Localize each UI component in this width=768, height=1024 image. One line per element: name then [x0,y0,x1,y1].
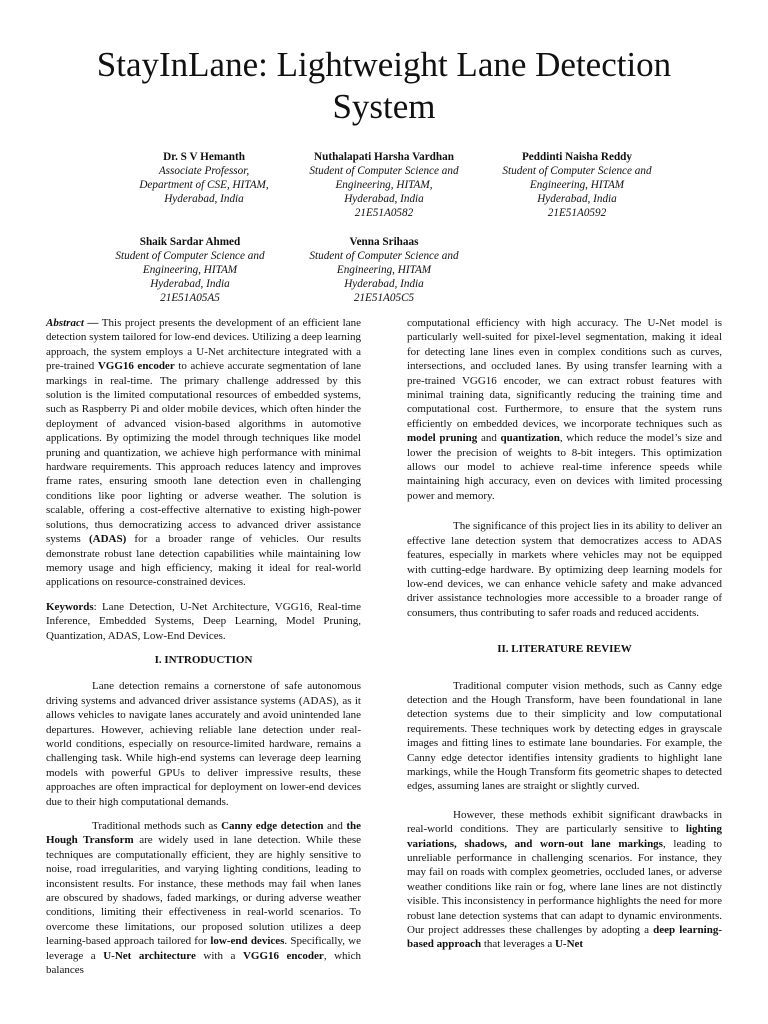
paragraph-emphasis: quantization [500,432,560,445]
author-block-3 [477,150,677,220]
author-roll-number: 21E51A0592 [547,207,607,219]
author-affiliation-line: Engineering, HITAM [142,264,238,276]
paragraph-text: with a [195,949,243,962]
abstract-label: Abstract — [46,317,99,329]
author-block-2 [284,150,484,220]
abstract-text: for a broader range of vehicles. Our results demonstrate robust lane detection capabilities while maintaining low memory usage and high efficiency, making it ideal for real-world applications on resource-constrained devices. [46,533,361,589]
author-roll-number: 21E51A05C5 [353,292,415,304]
paragraph-emphasis: lighting variations, shadows, and worn-out lane markings [407,823,722,850]
author-name: Dr. S V Hemanth [163,151,245,163]
author-affiliation-line: Student of Computer Science and [115,250,265,262]
paragraph-text: However, these methods exhibit significant drawbacks in real-world conditions. They are particularly sensitive to [407,808,722,836]
abstract-text: This project presents the development of an efficient lane detection system tailored for low-end devices. Utilizing a deep learning approach, the system employs a U-Net architecture integrated with a pre-trained [46,317,361,373]
left-column [46,316,361,987]
author-affiliation-line: Student of Computer Science and [502,165,652,177]
author-affiliation-line: Engineering, HITAM [529,179,625,191]
author-affiliation-line: Engineering, HITAM [336,264,432,276]
abstract-text: to achieve accurate segmentation of lane markings in real-time. The primary challenge addressed by this solution is the limited computational resources of embedded systems, such as Raspberry Pi and older mobile devices, which often hinder the deployment of advanced vision-based algorithms in automotive applications. By optimizing the model through techniques like model pruning and quantization, we achieve high performance with minimal hardware requirements. This approach reduces latency and improves frame rates, ensuring smooth lane detection even in challenging conditions like poor lighting or adverse weather. The solution is scalable, offering a cost-effective alternative to existing high-power solutions, thus democratizing access to advanced driver assistance systems [46,360,361,546]
author-block-4 [90,235,290,305]
literature-paragraph-1: Traditional computer vision methods, such as Canny edge detection and the Hough Transform, have been foundational in lane detection systems due to their simplicity and low computational requirements. These techniques work by detecting edges in grayscale images and fitting lines to estimate lane boundaries. For example, the Canny edge detector identifies intensity gradients to highlight lane markings, while the Hough Transform fits geometric shapes to detected edges, assuming lanes are straight or slightly curved. [407,679,722,793]
keywords-text: : Lane Detection, U-Net Architecture, VGG16, Real-time Inference, Embedded Systems, Deep Learning, Model Pruning, Quantization, ADAS, Low-End Devices. [46,600,361,642]
author-affiliation-line: Associate Professor, [158,165,250,177]
paper-title: StayInLane: Lightweight Lane Detection System [96,45,672,126]
paragraph-text: . Specifically, we leverage a [46,935,361,962]
paragraph-emphasis: the Hough Transform [46,820,362,847]
author-block-5 [284,235,484,305]
paragraph-text: are widely used in lane detection. While these techniques are computationally efficient, they are highly sensitive to noise, road irregularities, and varying lighting conditions, leading to inconsistent results. For instance, these methods may fail when lanes are obscured by shadows, faded markings, or during adverse weather conditions, limiting their effectiveness in real-world scenarios. To overcome these limitations, our proposed solution utilizes a deep learning-based approach tailored for [46,834,361,948]
paragraph-text: and [477,432,501,445]
author-name: Nuthalapati Harsha Vardhan [314,151,454,163]
abstract-emphasis: (ADAS) [89,533,127,546]
author-name: Venna Srihaas [349,236,419,248]
intro-paragraph-4: The significance of this project lies in its ability to deliver an effective lane detection system that democratizes access to ADAS features, especially in markets where vehicles may not be equipped with cutting-edge hardware. By optimizing deep learning models for low-end devices, we can enhance vehicle safety and make advanced driver assistance technologies more accessible to a broader range of consumers, thus contributing to safer roads and reduced accidents. [407,520,722,619]
author-affiliation-line: Hyderabad, India [164,193,244,205]
paragraph-emphasis: low-end devices [210,935,285,948]
author-affiliation-line: Hyderabad, India [344,278,424,290]
paragraph-text: , which reduce the model’s size and lower the precision of weights to 8-bit integers. This optimization allows our model to achieve real-time inference speeds while maintaining high accuracy, even on devices with limited processing power and memory. [407,432,722,502]
paragraph-emphasis: model pruning [407,432,478,445]
right-column [407,316,722,962]
paragraph-text: and [323,820,347,832]
paragraph-text: Traditional methods such as [92,820,222,832]
paragraph-text: , leading to unreliable performance in challenging scenarios. For instance, they may fail on roads with complex geometries, occluded lanes, or adverse weather conditions like rain or fog, where lane lines are not distinctly visible. This inconsistency in performance highlights the need for more robust lane detection systems that can adapt to dynamic environments. Our project addresses these challenges by adopting a [407,837,723,937]
author-roll-number: 21E51A0582 [354,207,414,219]
paragraph-emphasis: deep learning-based approach [407,924,722,951]
author-name: Peddinti Naisha Reddy [521,151,633,163]
keywords [46,600,361,643]
author-roll-number: 21E51A05A5 [160,292,220,304]
paragraph-text: computational efficiency with high accuracy. The U-Net model is particularly well-suited for pixel-level segmentation, making it ideal for detecting lane lines even in complex conditions such as curves, intersections, and occluded lanes. By using transfer learning with a pre-trained VGG16 encoder, we can extract robust features with minimal training data, significantly reducing the training time and computational cost. Furthermore, to ensure that the system runs efficiently on embedded devices, we incorporate techniques such as [407,317,722,430]
literature-paragraph-2 [407,808,722,952]
intro-paragraph-1: Lane detection remains a cornerstone of safe autonomous driving systems and advanced driver assistance systems (ADAS), as it allows vehicles to navigate lanes accurately and avoid unintended lane departures. However, achieving reliable lane detection under real-world conditions, especially on resource-limited hardware, remains a challenging task. While high-end systems can leverage deep learning models with powerful GPUs to deliver impressive results, these approaches are often impractical for deployment on lower-end devices due to their high computational demands. [46,680,361,808]
author-affiliation-line: Student of Computer Science and [309,250,459,262]
author-affiliation-line: Hyderabad, India [537,193,617,205]
paragraph-emphasis: Canny edge detection [221,820,324,832]
paragraph-emphasis: VGG16 encoder [242,949,324,962]
paragraph-text: , which balances [46,949,361,977]
keywords-label: Keywords [46,600,94,613]
intro-paragraph-2 [46,819,361,977]
section-heading-introduction: I. INTRODUCTION [154,653,253,666]
author-affiliation-line: Hyderabad, India [344,193,424,205]
intro-paragraph-3 [407,316,722,503]
abstract [46,316,361,590]
paragraph-emphasis: U-Net [554,938,584,951]
paragraph-text: that leverages a [481,938,555,951]
author-name: Shaik Sardar Ahmed [139,236,241,248]
author-affiliation-line: Hyderabad, India [150,278,230,290]
abstract-emphasis: VGG16 encoder [97,360,175,373]
author-affiliation-line: Department of CSE, HITAM, [139,179,269,191]
author-block-1 [104,150,304,206]
author-affiliation-line: Engineering, HITAM, [335,179,433,191]
author-affiliation-line: Student of Computer Science and [309,165,459,177]
section-heading-literature-review: II. LITERATURE REVIEW [497,643,632,656]
paragraph-emphasis: U-Net architecture [103,949,196,962]
